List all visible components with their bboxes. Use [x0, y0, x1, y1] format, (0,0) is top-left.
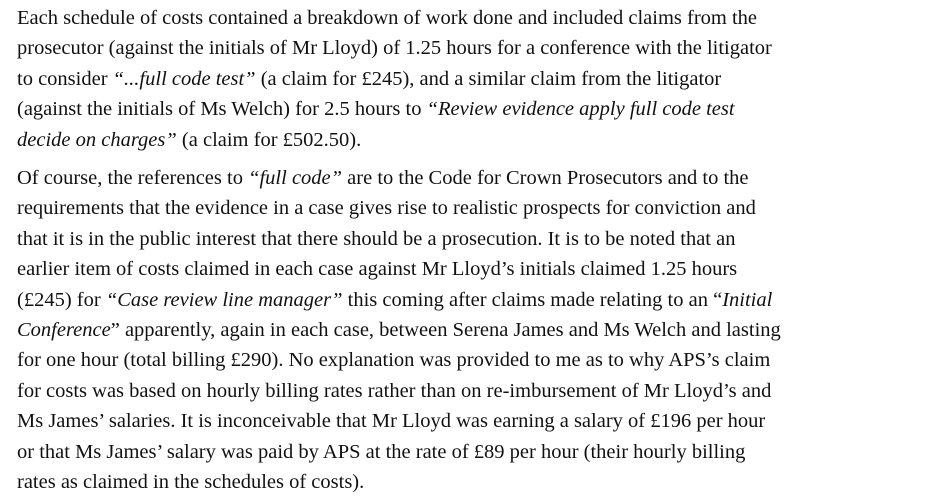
- italic-quote: “...full code test”: [112, 67, 256, 90]
- text-run: are to the Code for Crown Prosecutors and to the: [342, 167, 749, 190]
- text-line: [17, 376, 920, 406]
- text-run: (£245) for: [17, 288, 106, 311]
- text-line: [17, 224, 920, 254]
- paragraph-full-code: [17, 163, 920, 497]
- paragraph-costs-claims: [17, 3, 920, 155]
- text-line: [17, 163, 920, 193]
- text-run: rates as claimed in the schedules of costs).: [17, 471, 365, 494]
- text-line: [17, 94, 920, 124]
- text-line: [17, 285, 920, 315]
- text-run: this coming after claims made relating to an “: [342, 288, 723, 311]
- italic-quote: “Case review line manager”: [105, 288, 343, 311]
- text-run: Ms James’ salaries. It is inconceivable that Mr Lloyd was earning a salary of £196 per hour: [17, 410, 766, 433]
- text-run: to consider: [17, 67, 113, 90]
- text-line: [17, 406, 920, 436]
- italic-quote: decide on charges”: [17, 128, 177, 151]
- italic-quote: “Review evidence apply full code test: [426, 98, 735, 121]
- text-run: prosecutor (against the initials of Mr Lloyd) of 1.25 hours for a conference with the litigator: [17, 37, 772, 60]
- text-run: earlier item of costs claimed in each case against Mr Lloyd’s initials claimed 1.25 hours: [17, 258, 738, 281]
- italic-quote: Conference: [17, 319, 111, 342]
- italic-quote: Initial: [722, 288, 773, 311]
- text-run: (a claim for £502.50).: [176, 128, 362, 151]
- text-run: (against the initials of Ms Welch) for 2.5 hours to: [17, 98, 427, 121]
- italic-quote: “full code”: [248, 167, 343, 190]
- text-line: [17, 64, 920, 94]
- text-line: [17, 345, 920, 375]
- text-run: Each schedule of costs contained a breakdown of work done and included claims from the: [17, 7, 758, 29]
- text-line: [17, 125, 920, 155]
- text-run: (a claim for £245), and a similar claim from the litigator: [255, 67, 722, 90]
- text-run: for one hour (total billing £290). No explanation was provided to me as to why APS’s claim: [17, 349, 771, 372]
- text-line: [17, 315, 920, 345]
- text-run: for costs was based on hourly billing rates rather than on re-imbursement of Mr Lloyd’s and: [17, 379, 772, 402]
- text-line: [17, 254, 920, 284]
- text-run: or that Ms James’ salary was paid by APS at the rate of £89 per hour (their hourly billing: [17, 440, 746, 463]
- text-run: that it is in the public interest that there should be a prosecution. It is to be noted that an: [17, 227, 736, 250]
- text-line: [17, 193, 920, 223]
- text-run: requirements that the evidence in a case gives rise to realistic prospects for conviction and: [17, 197, 756, 220]
- text-run: Of course, the references to: [17, 167, 249, 190]
- text-line: [17, 33, 920, 63]
- text-line: [17, 467, 920, 497]
- text-line: [17, 3, 920, 33]
- text-run: ” apparently, again in each case, between Serena James and Ms Welch and lasting: [110, 319, 781, 342]
- text-line: [17, 437, 920, 467]
